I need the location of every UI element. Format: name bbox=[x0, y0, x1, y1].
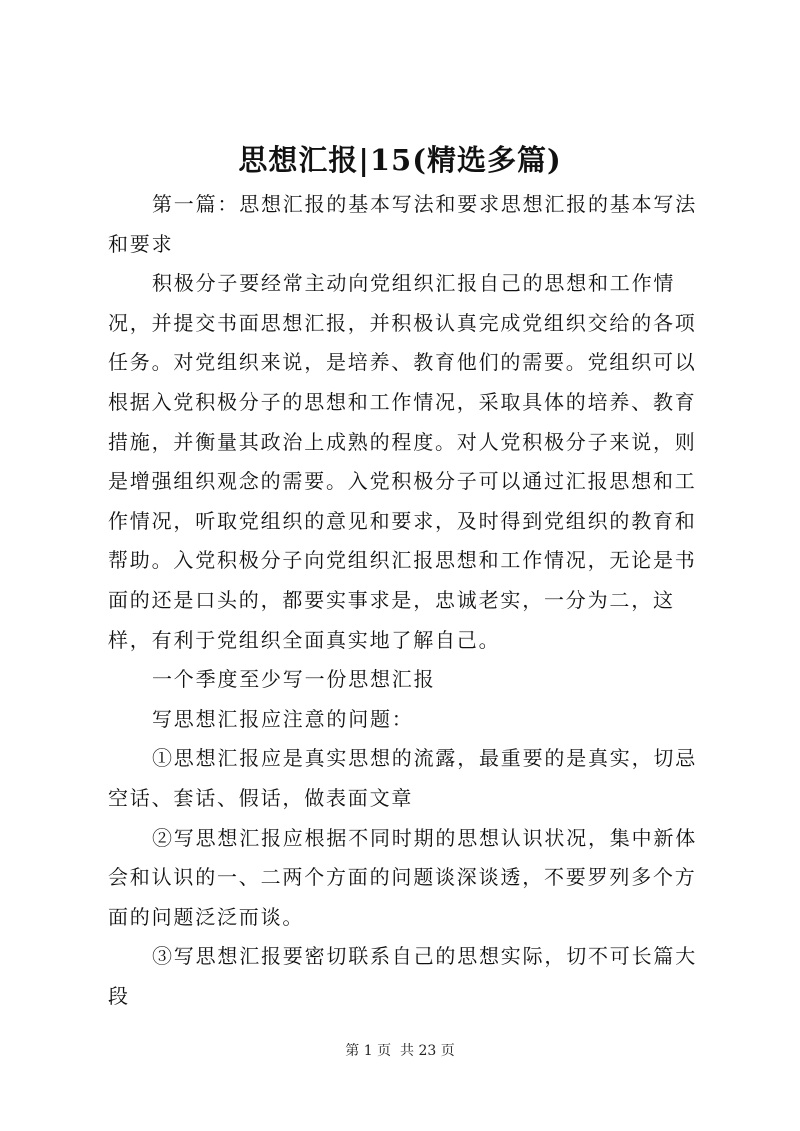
paragraph-list-item: ③写思想汇报要密切联系自己的思想实际，切不可长篇大段 bbox=[108, 944, 697, 1008]
paragraph-list-item: ②写思想汇报应根据不同时期的思想认识状况，集中新体会和认识的一、二两个方面的问题谈深谈透，不要罗列多个方面的问题泛泛而谈。 bbox=[108, 825, 697, 929]
paragraph: 积极分子要经常主动向党组织汇报自己的思想和工作情况，并提交书面思想汇报，并积极认真完成党组织交给的各项任务。对党组织来说，是培养、教育他们的需要。党组织可以根据入党积极分子的思想和工作情况，采取具体的培养、教育措施，并衡量其政治上成熟的程度。对人党积极分子来说，则是增强组织观念的需要。入党积极分子可以通过汇报思想和工作情况，听取党组织的意见和要求，及时得到党组织的教育和帮助。入党积极分子向党组织汇报思想和工作情况，无论是书面的还是口头的，都要实事求是，忠诚老实，一分为二，这样，有利于党组织全面真实地了解自己。 bbox=[108, 271, 697, 652]
paragraph: 写思想汇报应注意的问题： bbox=[152, 706, 414, 731]
document-title: 思想汇报|15(精选多篇) bbox=[238, 143, 562, 177]
page-number: 第 1 页 共 23 页 bbox=[345, 1043, 455, 1059]
document-body bbox=[108, 185, 708, 1016]
paragraph-list-item: ①思想汇报应是真实思想的流露，最重要的是真实，切忌空话、套话、假话，做表面文章 bbox=[108, 746, 697, 810]
page-footer bbox=[0, 1041, 800, 1061]
paragraph-heading: 第一篇：思想汇报的基本写法和要求思想汇报的基本写法和要求 bbox=[108, 192, 697, 256]
paragraph: 一个季度至少写一份思想汇报 bbox=[152, 667, 436, 692]
